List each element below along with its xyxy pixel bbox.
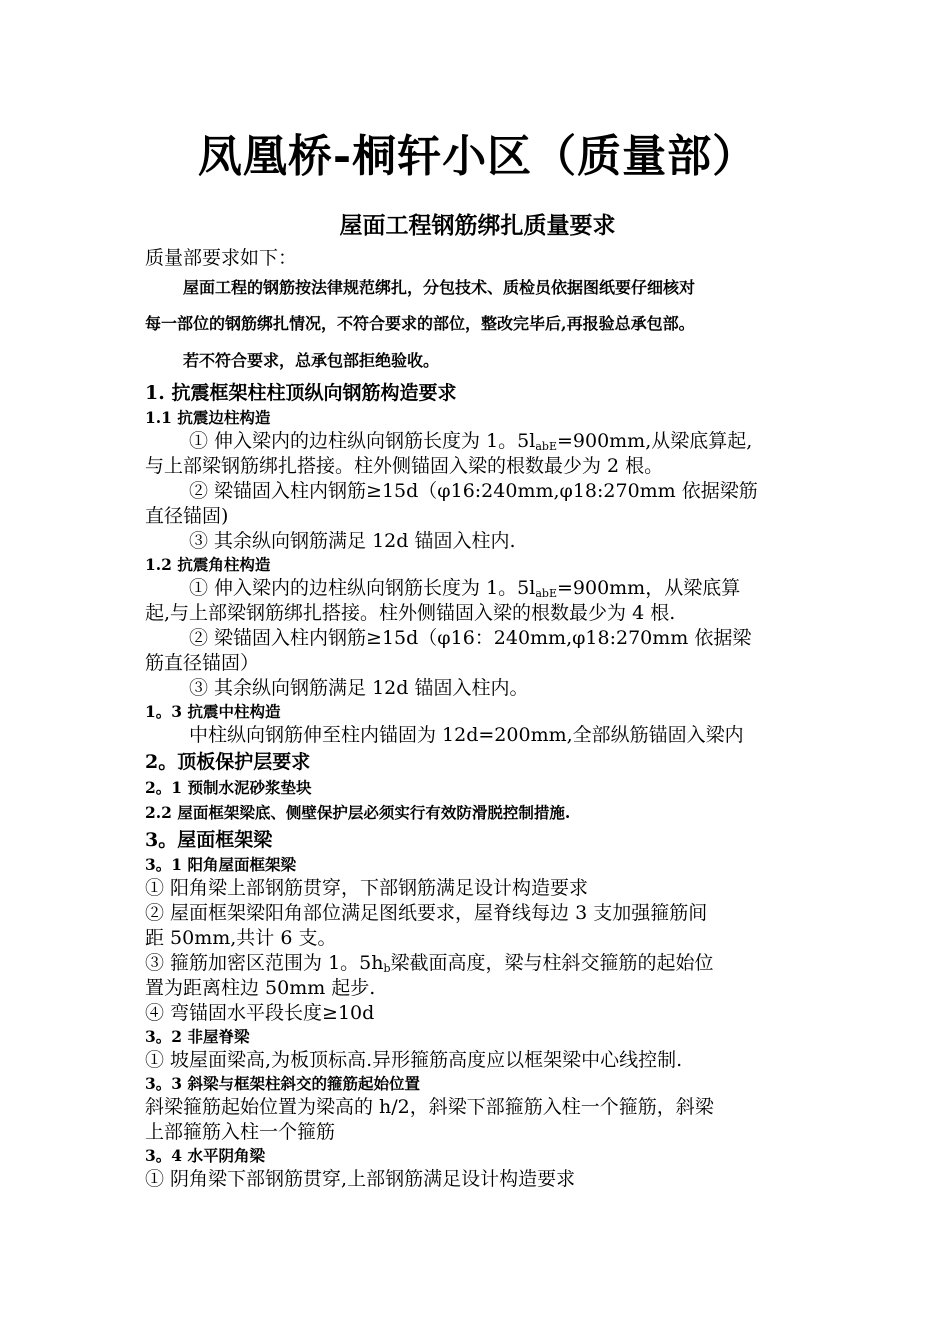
document-title: 凤凰桥-桐轩小区（质量部） [197,131,758,182]
subscript-abe: abE [535,587,557,600]
section-1-2-item-1-cont: 起,与上部梁钢筋绑扎搭接。柱外侧锚固入梁的根数最少为 4 根. [145,602,676,624]
section-1-3-heading: 1。3 抗震中柱构造 [145,702,281,721]
section-3-1-heading: 3。1 阳角屋面框架梁 [145,855,296,874]
section-2-1-heading: 2。1 预制水泥砂浆垫块 [145,778,312,797]
section-3-1-item-3: ③ 箍筋加密区范围为 1。$5h_b$梁截面高度，梁与柱斜交箍筋的起始位 [145,952,714,975]
section-1-1-item-2: ② 梁锚固入柱内钢筋≥15d（φ16:240mm,φ18:270mm 依据梁筋 [189,480,758,502]
section-1-1-item-1-cont: 与上部梁钢筋绑扎搭接。柱外侧锚固入梁的根数最少为 2 根。 [145,455,664,477]
section-1-1-item-2-cont: 直径锚固) [145,505,229,527]
section-1-1-item-1: ① 伸入梁内的边柱纵向钢筋长度为 1。$5l_{abE}=900mm$,从梁底算起, [189,430,753,453]
section-3-1-item-4: ④ 弯锚固水平段长度≥10d [145,1002,375,1024]
subscript-b: b [383,962,391,975]
section-3-2-item-1: ① 坡屋面梁高,为板顶标高.异形箍筋高度应以框架梁中心线控制. [145,1049,683,1071]
section-1-3-item-1: 中柱纵向钢筋伸至柱内锚固为 12d=200mm,全部纵筋锚固入梁内 [189,724,744,746]
section-3-3-item-1: 斜梁箍筋起始位置为梁高的 h/2，斜梁下部箍筋入柱一个箍筋，斜梁 [145,1096,714,1118]
document-body [145,246,810,1192]
section-3-2-heading: 3。2 非屋脊梁 [145,1027,250,1046]
section-1-1-item-3: ③ 其余纵向钢筋满足 12d 锚固入柱内. [189,530,516,552]
section-1-2-heading: 1.2 抗震角柱构造 [145,555,271,574]
section-2-heading: 2。顶板保护层要求 [145,751,311,773]
section-1-2-item-2-cont: 筋直径锚固） [145,652,260,674]
section-3-3-item-1-cont: 上部箍筋入柱一个箍筋 [145,1121,336,1143]
section-1-2-item-1: ① 伸入梁内的边柱纵向钢筋长度为 1。$5l_{abE}=900mm$，从梁底算 [189,577,741,600]
section-3-4-heading: 3。4 水平阴角梁 [145,1146,265,1165]
section-1-1-heading: 1.1 抗震边柱构造 [145,408,271,427]
section-3-3-heading: 3。3 斜梁与框架柱斜交的箍筋起始位置 [145,1074,420,1093]
section-3-heading: 3。屋面框架梁 [145,829,273,851]
intro-lead: 质量部要求如下： [145,247,298,269]
intro-paragraph-1-line-1: 屋面工程的钢筋按法律规范绑扎，分包技术、质检员依据图纸要仔细核对 [183,278,696,297]
section-1-2-item-3: ③ 其余纵向钢筋满足 12d 锚固入柱内。 [189,677,529,699]
intro-paragraph-2: 若不符合要求，总承包部拒绝验收。 [183,351,440,370]
section-1-2-item-2: ② 梁锚固入柱内钢筋≥15d（φ16：240mm,φ18:270mm 依据梁 [189,627,752,649]
subscript-abe: abE [535,440,557,453]
document-subtitle: 屋面工程钢筋绑扎质量要求 [339,212,616,239]
section-3-1-item-3-cont: 置为距离柱边 50mm 起步. [145,977,376,999]
section-1-heading: 1. 抗震框架柱柱顶纵向钢筋构造要求 [145,382,457,404]
section-3-4-item-1: ① 阴角梁下部钢筋贯穿,上部钢筋满足设计构造要求 [145,1168,576,1190]
intro-paragraph-1-line-2: 每一部位的钢筋绑扎情况，不符合要求的部位，整改完毕后,再报验总承包部。 [145,314,695,333]
section-3-1-item-1: ① 阳角梁上部钢筋贯穿，下部钢筋满足设计构造要求 [145,877,589,899]
section-3-1-item-2: ② 屋面框架梁阳角部位满足图纸要求，屋脊线每边 3 支加强箍筋间 [145,902,708,924]
section-3-1-item-2-cont: 距 50mm,共计 6 支。 [145,927,337,949]
section-2-2-heading: 2.2 屋面框架梁底、侧壁保护层必须实行有效防滑脱控制措施. [145,803,571,822]
